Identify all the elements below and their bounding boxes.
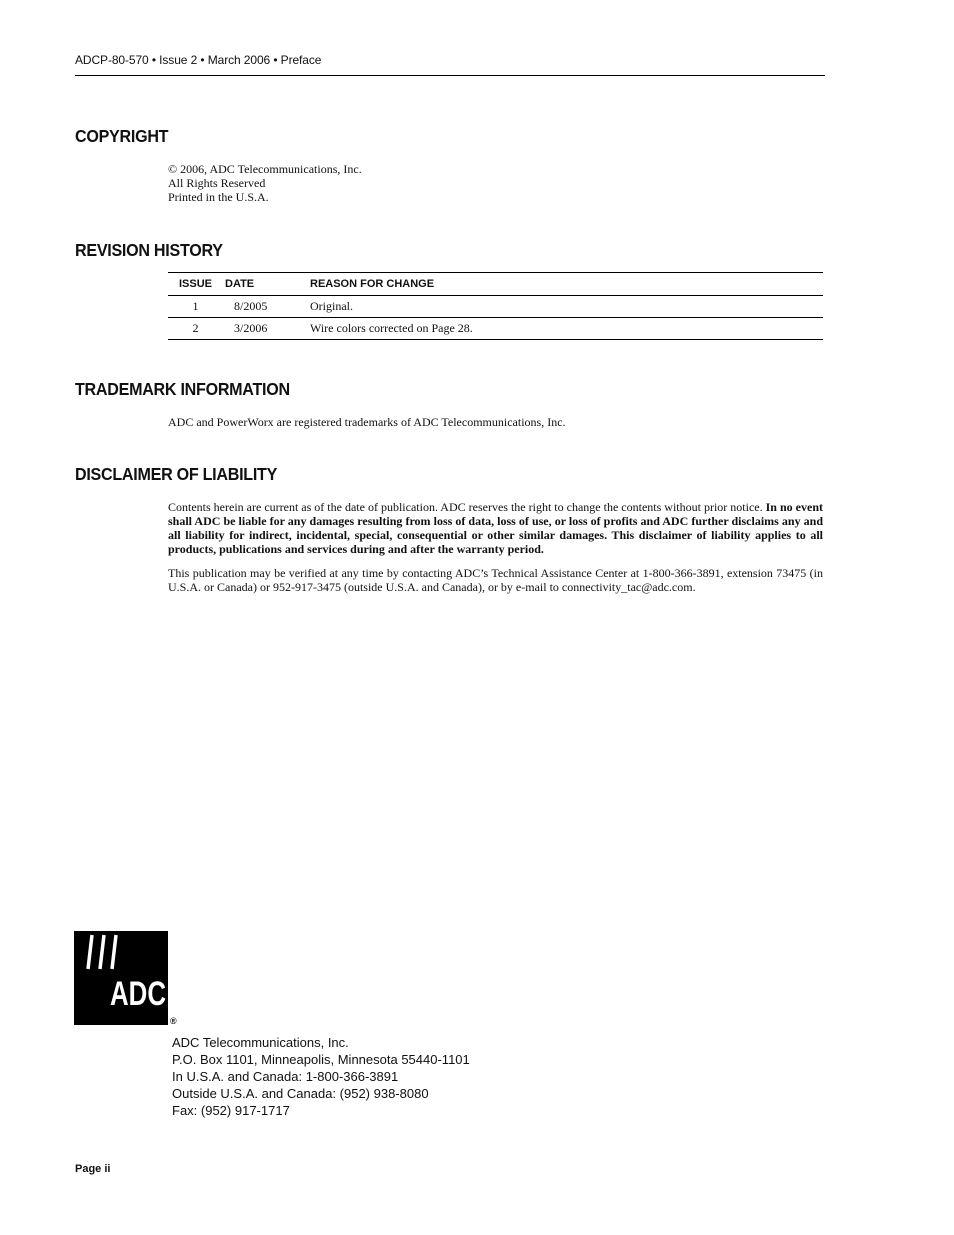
page-number: Page ii: [75, 1163, 111, 1175]
address-line: P.O. Box 1101, Minneapolis, Minnesota 55440-1101: [172, 1052, 470, 1067]
trademark-text: ADC and PowerWorx are registered trademarks of ADC Telecommunications, Inc.: [168, 415, 566, 429]
copyright-line: Printed in the U.S.A.: [168, 190, 269, 204]
table-header-row: [168, 273, 823, 296]
disclaimer-paragraph-1: [168, 500, 823, 556]
header-rule: [75, 75, 825, 76]
adc-logo: [74, 931, 168, 1025]
column-header-reason: REASON FOR CHANGE: [310, 273, 823, 296]
disclaimer-bold-text: In no event shall ADC be liable for any damages resulting from loss of data, loss of use, or loss of profits and ADC further disclaims any and all liability for indirect, incidental, special, consequential or other similar damages. This disclaimer of liability applies to all products, publications and services during and after the warranty period.: [168, 500, 823, 556]
revision-history-title: REVISION HISTORY: [75, 240, 223, 260]
column-header-issue: ISSUE: [168, 273, 223, 296]
copyright-title: COPYRIGHT: [75, 126, 169, 146]
cell-date: 3/2006: [223, 318, 310, 340]
cell-reason: Wire colors corrected on Page 28.: [310, 318, 823, 340]
logo-wordmark: ADC: [110, 975, 166, 1013]
copyright-block: [168, 162, 362, 204]
revision-history-table: [168, 272, 823, 340]
company-address: [172, 1034, 470, 1119]
address-line: Fax: (952) 917-1717: [172, 1103, 290, 1118]
table-row: [168, 318, 823, 340]
address-line: Outside U.S.A. and Canada: (952) 938-8080: [172, 1086, 429, 1101]
copyright-line: © 2006, ADC Telecommunications, Inc.: [168, 162, 362, 176]
column-header-date: DATE: [223, 273, 310, 296]
address-line: In U.S.A. and Canada: 1-800-366-3891: [172, 1069, 399, 1084]
table-row: [168, 296, 823, 318]
registered-mark: ®: [170, 1016, 177, 1026]
disclaimer-paragraph-2: This publication may be verified at any time by contacting ADC’s Technical Assistance Center at 1-800-366-3891, extension 73475 (in U.S.A. or Canada) or 952-917-3475 (outside U.S.A. and Canada), or by e-mail to connectivity_tac@adc.com.: [168, 566, 823, 594]
running-header: ADCP-80-570 • Issue 2 • March 2006 • Preface: [75, 53, 322, 67]
cell-issue: 2: [168, 318, 223, 340]
cell-issue: 1: [168, 296, 223, 318]
disclaimer-normal-text: Contents herein are current as of the date of publication. ADC reserves the right to change the contents without prior notice.: [168, 500, 763, 514]
cell-reason: Original.: [310, 296, 823, 318]
disclaimer-title: DISCLAIMER OF LIABILITY: [75, 464, 278, 484]
trademark-title: TRADEMARK INFORMATION: [75, 379, 290, 399]
cell-date: 8/2005: [223, 296, 310, 318]
address-line: ADC Telecommunications, Inc.: [172, 1035, 349, 1050]
copyright-line: All Rights Reserved: [168, 176, 266, 190]
